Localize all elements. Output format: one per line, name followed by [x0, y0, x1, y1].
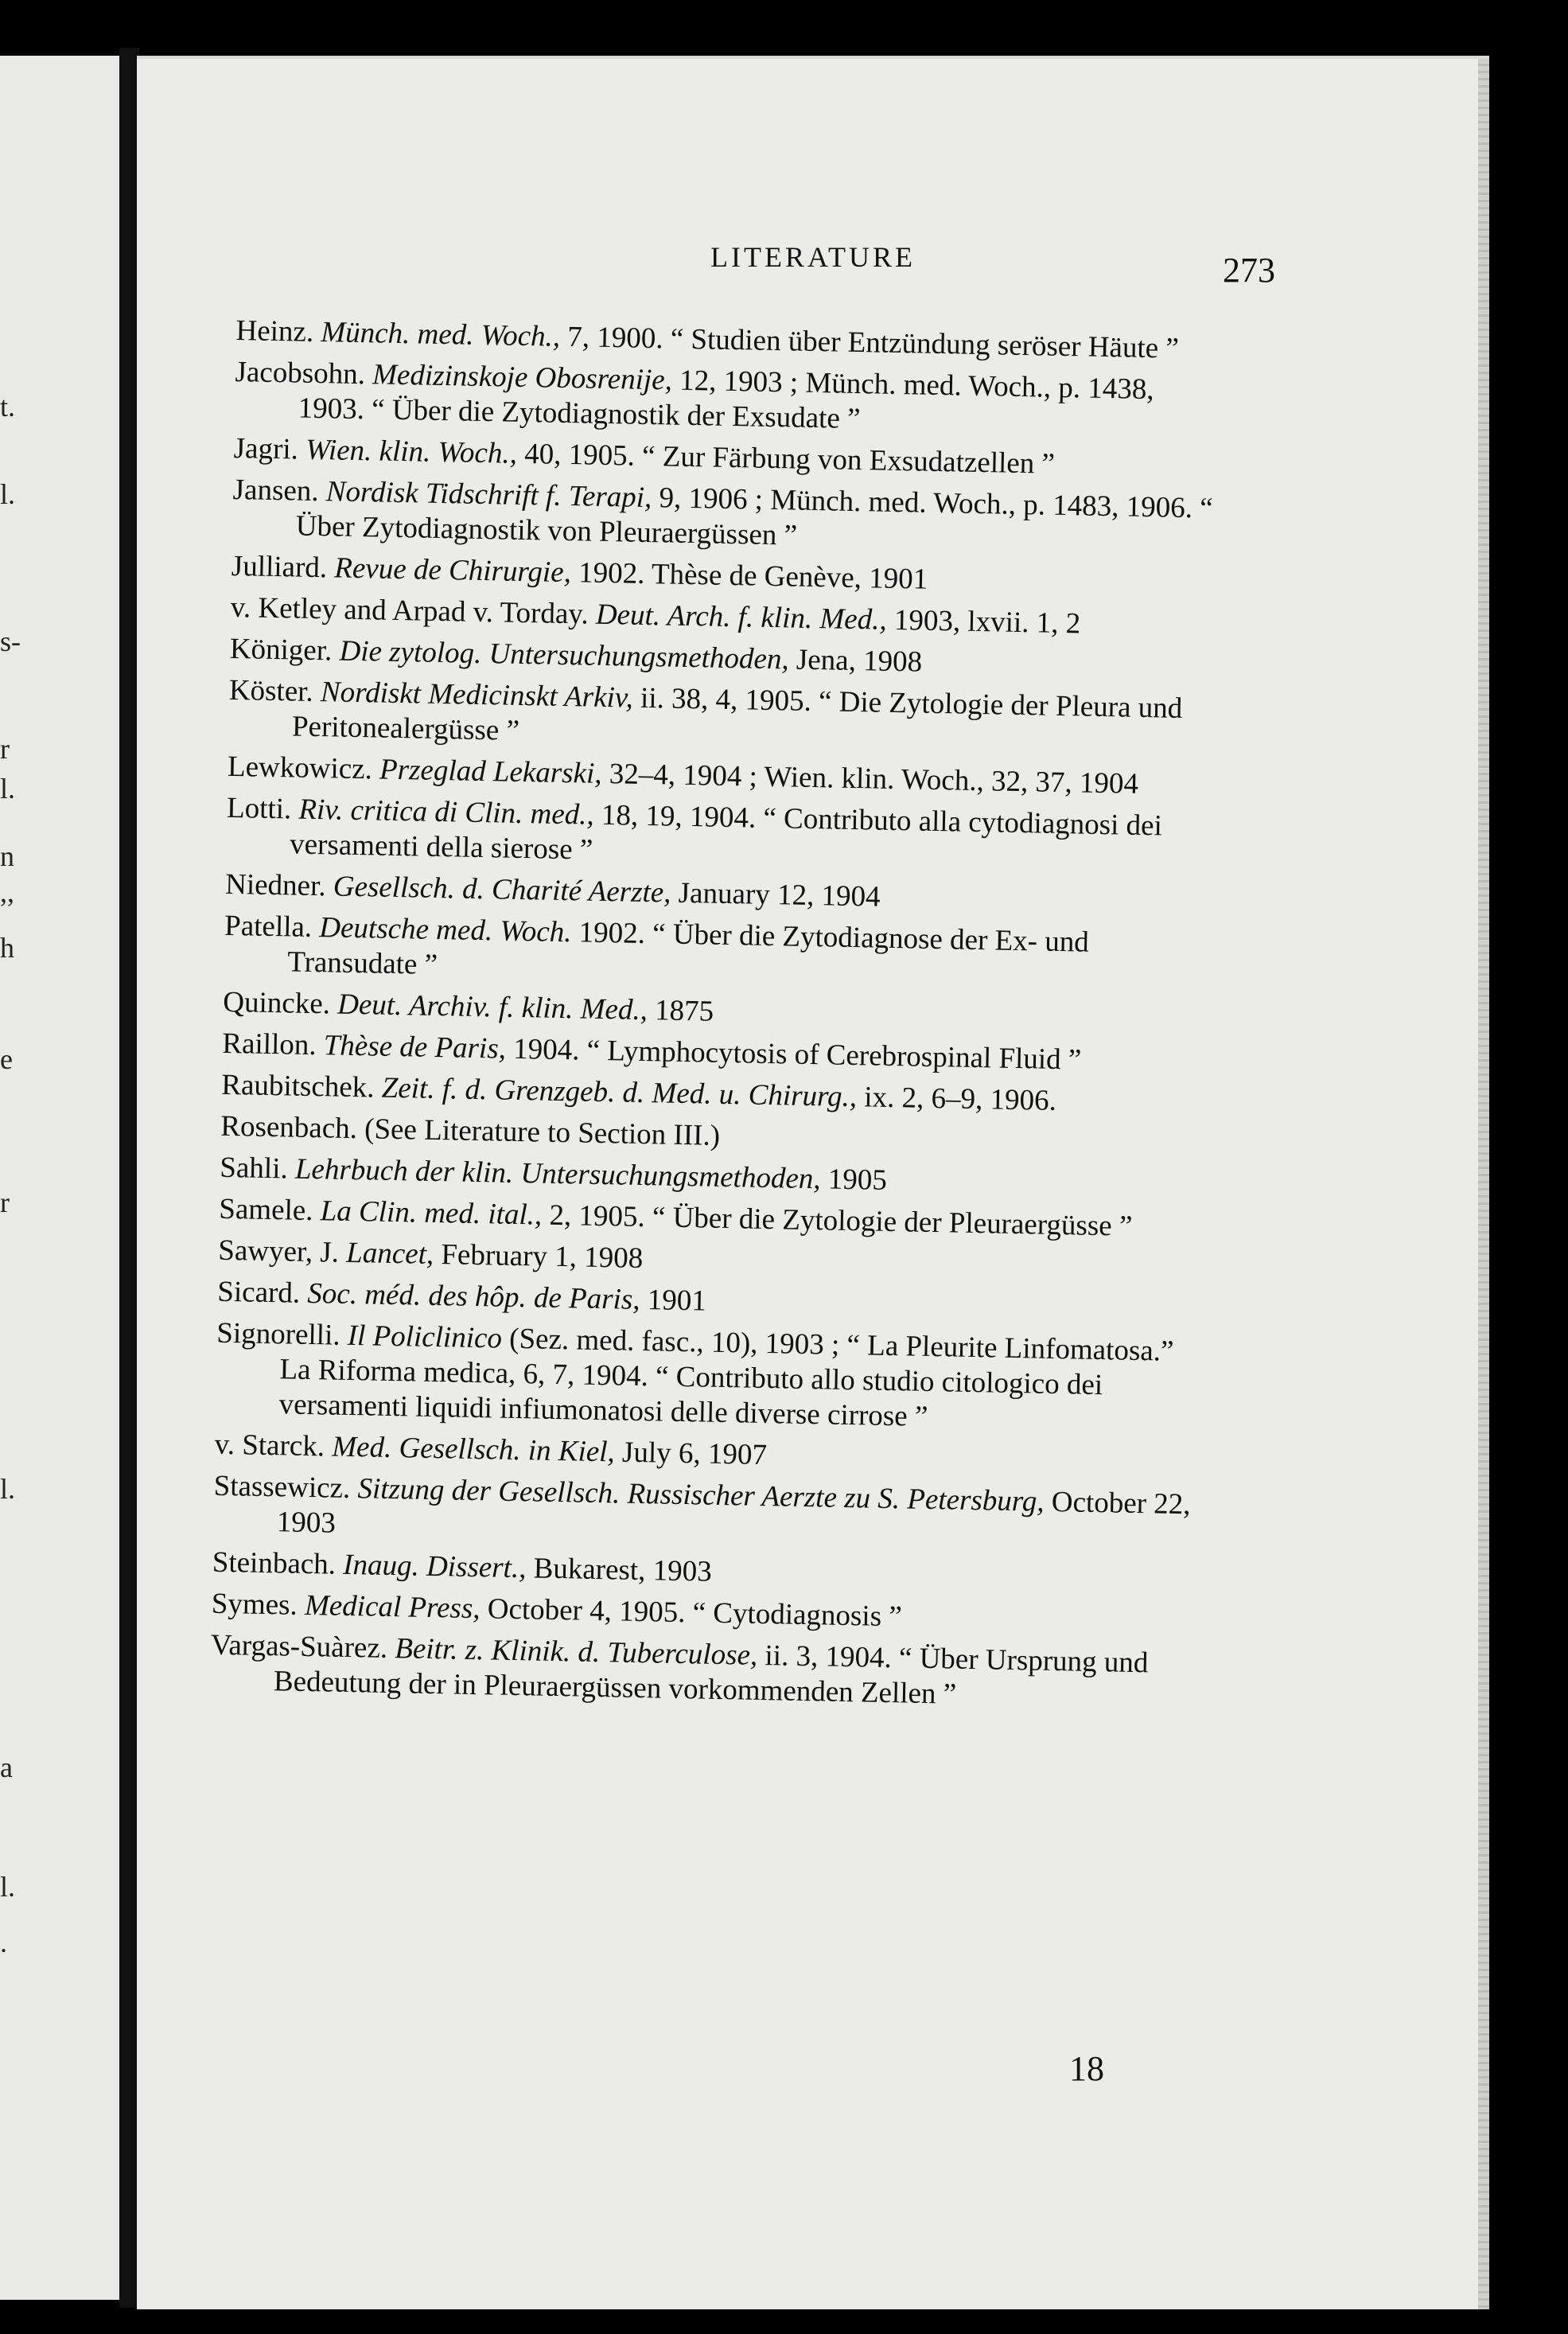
entry-details: October 4, 1905. “ Cytodiagnosis ”: [487, 1592, 903, 1634]
entry-author: Jagri.: [233, 431, 299, 466]
bibliography-entry: [228, 673, 1212, 762]
entry-journal: Revue de Chirurgie,: [333, 551, 572, 590]
book-page: [137, 56, 1489, 2309]
entry-journal: Die zytolog. Untersuchungsmethoden,: [339, 634, 790, 676]
page-number: 273: [1223, 251, 1275, 290]
entry-details: 7, 1900. “ Studien über Entzündung seröser Häute ”: [566, 321, 1180, 365]
margin-fragment: h: [0, 932, 14, 964]
entry-author: v. Ketley and Arpad v. Torday.: [230, 590, 589, 631]
bibliography-entry: [232, 473, 1215, 562]
bibliography-entry: [224, 909, 1207, 998]
entry-journal: Il Policlinico: [347, 1319, 503, 1355]
entry-details: January 12, 1904: [678, 876, 881, 914]
entry-journal: La Clin. med. ital.,: [320, 1194, 543, 1232]
margin-fragment: .: [0, 1927, 7, 1958]
entry-author: Niedner.: [224, 867, 326, 903]
margin-fragment: r: [0, 1186, 10, 1218]
entry-details: July 6, 1907: [621, 1436, 768, 1472]
entry-author: Rosenbach.: [220, 1109, 358, 1146]
entry-details: 1904. “ Lymphocytosis of Cerebrospinal Fluid ”: [512, 1032, 1082, 1077]
entry-details: 1905: [827, 1163, 888, 1197]
entry-details: 2, 1905. “ Über die Zytologie der Pleuraergüsse ”: [549, 1198, 1133, 1243]
page-edge: [1478, 59, 1489, 2309]
margin-fragment: n: [0, 840, 14, 872]
entry-author: Signorelli.: [216, 1316, 340, 1352]
entry-details: 12, 1903 ; Münch. med. Woch., p. 1438, 1903. “ Über die Zytodiagnostik der Exsudate ”: [298, 364, 1154, 436]
entry-journal: Soc. méd. des hôp. de Paris,: [307, 1276, 640, 1316]
entry-author: Sawyer, J.: [218, 1233, 340, 1269]
entry-details: ii. 3, 1904. “ Über Ursprung und Bedeutung der in Pleuraergüssen vorkommenden Zellen ”: [273, 1639, 1149, 1711]
bibliography-list: [209, 314, 1218, 1723]
entry-journal: Lehrbuch der klin. Untersuchungsmethoden,: [294, 1152, 821, 1196]
entry-author: Raubitschek.: [220, 1068, 375, 1105]
entry-author: Stassewicz.: [213, 1469, 351, 1506]
entry-author: Raillon.: [221, 1027, 317, 1062]
entry-details: 1875: [654, 994, 714, 1028]
entry-journal: Beitr. z. Klinik. d. Tuberculose,: [394, 1632, 758, 1672]
entry-author: Quincke.: [222, 985, 331, 1021]
entry-journal: Nordiskt Medicinskt Arkiv,: [320, 676, 634, 715]
entry-author: Königer.: [229, 632, 333, 668]
entry-details: 1901: [647, 1284, 707, 1318]
margin-fragment: t.: [0, 391, 16, 423]
entry-journal: Med. Gesellsch. in Kiel,: [331, 1430, 616, 1469]
bibliography-entry: [212, 1469, 1196, 1558]
margin-fragment: ,,: [0, 876, 14, 908]
entry-details: (Sez. med. fasc., 10), 1903 ; “ La Pleurite Linfomatosa.” La Riforma medica, 6, 7, 1904. “ Contributo allo studio citologico dei versamenti liquidi infiumonatosi delle diverse cirrose ”: [278, 1322, 1174, 1433]
margin-fragment: s-: [0, 625, 21, 657]
entry-journal: Lancet,: [345, 1236, 434, 1271]
margin-fragment: l.: [0, 478, 16, 510]
margin-fragment: r: [0, 733, 10, 765]
entry-author: Jansen.: [232, 473, 320, 508]
entry-journal: Sitzung der Gesellsch. Russischer Aerzte zu S. Petersburg,: [357, 1472, 1045, 1518]
entry-journal: Inaug. Dissert.,: [342, 1548, 527, 1585]
entry-journal: Medical Press,: [304, 1588, 481, 1626]
margin-fragment: l.: [0, 773, 16, 805]
entry-details: (See Literature to Section III.): [364, 1112, 721, 1152]
entry-journal: Przeglad Lekarski,: [379, 753, 602, 790]
entry-author: Sahli.: [219, 1151, 289, 1186]
margin-fragment: l.: [0, 1473, 16, 1505]
entry-journal: Wien. klin. Woch.,: [305, 433, 518, 470]
entry-journal: Thèse de Paris,: [323, 1029, 507, 1066]
entry-journal: Deut. Archiv. f. klin. Med.,: [337, 988, 648, 1027]
entry-author: Patella.: [224, 909, 313, 944]
entry-journal: Riv. critica di Clin. med.,: [298, 793, 595, 832]
entry-author: Sicard.: [217, 1275, 301, 1310]
margin-fragment: a: [0, 1751, 13, 1783]
entry-author: Samele.: [218, 1192, 313, 1228]
margin-fragment: l.: [0, 1871, 16, 1903]
left-page-fragment: [0, 56, 123, 2300]
entry-journal: Medizinskoje Obosrenije,: [372, 358, 673, 397]
entry-details: 1902. Thèse de Genève, 1901: [578, 556, 928, 596]
entry-details: 1902. “ Über die Zytodiagnose der Ex- und Transudate ”: [286, 916, 1090, 982]
bibliography-entry: [226, 791, 1209, 880]
entry-author: Vargas-Suàrez.: [210, 1628, 388, 1665]
bibliography-entry: [215, 1316, 1199, 1440]
entry-details: 18, 19, 1904. “ Contributo alla cytodiagnosi dei versamenti della sierose ”: [289, 798, 1163, 867]
entry-details: ii. 38, 4, 1905. “ Die Zytologie der Pleura und Peritonealergüsse ”: [291, 681, 1183, 747]
bibliography-entry: [210, 1628, 1193, 1717]
running-head: LITERATURE: [710, 241, 916, 273]
entry-details: 32–4, 1904 ; Wien. klin. Woch., 32, 37, 1904: [609, 758, 1139, 801]
entry-journal: Deutsche med. Woch.: [318, 911, 572, 949]
entry-journal: Nordisk Tidschrift f. Terapi,: [325, 475, 652, 515]
entry-details: October 22, 1903: [276, 1485, 1191, 1540]
entry-details: Bukarest, 1903: [533, 1552, 713, 1588]
margin-fragment: e: [0, 1043, 13, 1075]
entry-details: 40, 1905. “ Zur Färbung von Exsudatzellen ”: [523, 437, 1056, 481]
signature-mark: 18: [1069, 2049, 1104, 2088]
entry-details: February 1, 1908: [441, 1238, 644, 1276]
entry-author: Steinbach.: [212, 1545, 337, 1581]
entry-details: 1903, lxvii. 1, 2: [893, 603, 1081, 641]
bibliography-entry: [234, 355, 1217, 444]
entry-author: v. Starck.: [214, 1428, 325, 1463]
entry-journal: Münch. med. Woch.,: [321, 316, 561, 353]
entry-author: Heinz.: [235, 314, 314, 349]
entry-journal: Gesellsch. d. Charité Aerzte,: [333, 870, 671, 910]
entry-details: Jena, 1908: [796, 643, 923, 679]
entry-author: Lotti.: [226, 791, 292, 826]
entry-author: Köster.: [228, 673, 314, 708]
entry-journal: Zeit. f. d. Grenzgeb. d. Med. u. Chirurg.,: [381, 1071, 858, 1114]
entry-author: Symes.: [211, 1587, 298, 1622]
entry-details: 9, 1906 ; Münch. med. Woch., p. 1483, 1906. “ Über Zytodiagnostik von Pleuraergüssen ”: [295, 481, 1214, 552]
entry-author: Julliard.: [231, 549, 328, 585]
entry-author: Lewkowicz.: [227, 750, 373, 786]
entry-author: Jacobsohn.: [235, 355, 366, 392]
entry-journal: Deut. Arch. f. klin. Med.,: [595, 598, 888, 637]
entry-details: ix. 2, 6–9, 1906.: [863, 1081, 1057, 1117]
